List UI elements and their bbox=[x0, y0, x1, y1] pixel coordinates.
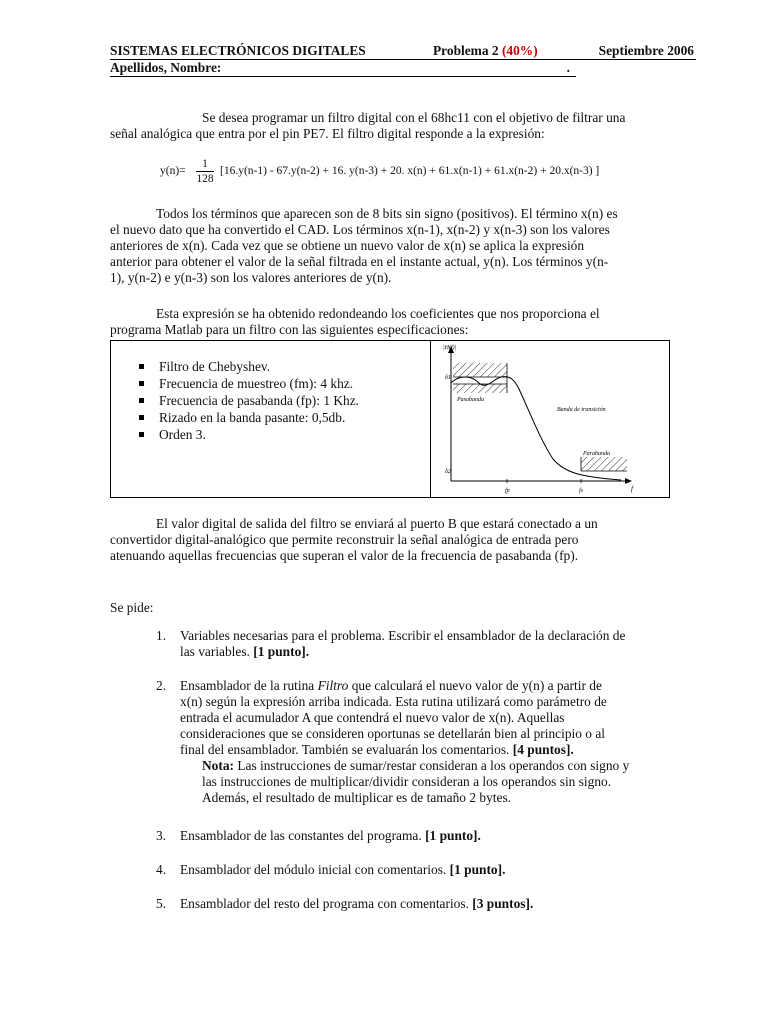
filter-response-diagram bbox=[431, 341, 669, 501]
name-label: Apellidos, Nombre: bbox=[110, 60, 222, 75]
delta1-label: δ1 bbox=[445, 375, 451, 381]
spec-item bbox=[159, 392, 359, 409]
bullet-icon bbox=[139, 415, 144, 420]
output-line: atenuando aquellas frecuencias que superan el valor de la frecuencia de pasabanda (fp). bbox=[110, 548, 579, 563]
spec-text: Frecuencia de pasabanda (fp): 1 Khz. bbox=[159, 393, 360, 408]
task-points: [3 puntos]. bbox=[472, 896, 534, 911]
intro-line: señal analógica que entra por el pin PE7. El filtro digital responde a la expresión: bbox=[110, 126, 545, 141]
task-line-text: Ensamblador de la rutina bbox=[180, 678, 318, 693]
terms-line: anterior para obtener el valor de la señal filtrada en el instante actual, y(n). Los términos y(n- bbox=[110, 254, 609, 269]
task-number: 4. bbox=[156, 862, 167, 877]
problem-label bbox=[433, 42, 538, 59]
task-line-text: final del ensamblador. También se evaluarán los comentarios. bbox=[180, 742, 510, 757]
task-note: las instrucciones de multiplicar/dividir consideran a los operandos sin signo. bbox=[202, 774, 612, 789]
fp-label: fp bbox=[505, 488, 510, 494]
origin-line: programa Matlab para un filtro con las siguientes especificaciones: bbox=[110, 322, 469, 337]
task-line: consideraciones que se consideren oportunas se detellarán bien al principio o al bbox=[180, 726, 606, 741]
name-line bbox=[110, 59, 576, 77]
equation-lhs: y(n)= bbox=[160, 165, 186, 177]
origin-paragraph bbox=[110, 306, 698, 338]
x-axis-arrow-icon bbox=[625, 478, 632, 484]
task-line: x(n) según la expresión arriba indicada. Esta rutina utilizará como parámetro de bbox=[180, 694, 607, 709]
terms-line: anteriores de x(n). Cada vez que se obtiene un nuevo valor de x(n) se aplica la expresión bbox=[110, 238, 585, 253]
task-points: [1 punto]. bbox=[425, 828, 481, 843]
specifications-box bbox=[110, 340, 670, 498]
spec-item bbox=[159, 358, 359, 375]
bullet-icon bbox=[139, 432, 144, 437]
task-line bbox=[180, 896, 698, 912]
exam-date: Septiembre 2006 bbox=[598, 43, 694, 58]
passband-label: Pasabanda bbox=[457, 397, 484, 403]
bullet-icon bbox=[139, 364, 144, 369]
task-number: 5. bbox=[156, 896, 167, 911]
task-line-text: Ensamblador del módulo inicial con comentarios. bbox=[180, 862, 447, 877]
equation-fraction bbox=[196, 158, 214, 186]
note-text: Las instrucciones de sumar/restar consideran a los operandos con signo y bbox=[233, 758, 630, 773]
terms-line: el nuevo dato que ha convertido el CAD. Los términos x(n-1), x(n-2) y x(n-3) son los valores bbox=[110, 222, 610, 237]
filter-equation bbox=[160, 160, 680, 190]
task-text bbox=[180, 678, 698, 806]
note-label: Nota: bbox=[202, 758, 234, 773]
task-line bbox=[180, 644, 698, 660]
task-line-text: Ensamblador de las constantes del programa. bbox=[180, 828, 422, 843]
spec-text: Rizado en la banda pasante: 0,5db. bbox=[159, 410, 346, 425]
task-line: entrada el acumulador A que contendrá el nuevo valor de x(n). Aquellas bbox=[180, 710, 565, 725]
task-points: [1 punto]. bbox=[253, 644, 310, 659]
y-axis-label: |H(f)| bbox=[443, 345, 457, 351]
spec-item bbox=[159, 375, 359, 392]
passband-lower-limit bbox=[453, 384, 507, 393]
task-note bbox=[180, 758, 698, 774]
terms-line: Todos los términos que aparecen son de 8 bits sin signo (positivos). El término x(n) es bbox=[156, 206, 618, 221]
spec-item bbox=[159, 409, 359, 426]
fs-label: fs bbox=[579, 488, 584, 494]
spec-item bbox=[159, 426, 359, 443]
output-line: El valor digital de salida del filtro se enviará al puerto B que estará conectado a un bbox=[156, 516, 598, 531]
task-points: [4 puntos]. bbox=[512, 742, 574, 757]
task-note: Además, el resultado de multiplicar es de tamaño 2 bytes. bbox=[202, 790, 512, 805]
bullet-icon bbox=[139, 381, 144, 386]
routine-name: Filtro bbox=[317, 678, 349, 693]
problem-weight: (40%) bbox=[501, 43, 538, 58]
header-title-line bbox=[110, 42, 696, 60]
transition-band-label: Banda de transición bbox=[557, 407, 606, 413]
task-line bbox=[180, 742, 698, 758]
terms-line: 1), y(n-2) e y(n-3) son los valores anteriores de y(n). bbox=[110, 270, 392, 285]
task-line bbox=[180, 862, 698, 878]
task-line: Variables necesarias para el problema. Escribir el ensamblador de la declaración de bbox=[180, 628, 626, 643]
origin-line: Esta expresión se ha obtenido redondeando los coeficientes que nos proporciona el bbox=[156, 306, 600, 321]
task-line-text: las variables. bbox=[180, 644, 250, 659]
spec-text: Orden 3. bbox=[159, 427, 206, 442]
problem-number: Problema 2 bbox=[433, 43, 499, 58]
equation-rhs: [16.y(n-1) - 67.y(n-2) + 16. y(n-3) + 20. x(n) + 61.x(n-1) + 61.x(n-2) + 20.x(n-3) ] bbox=[220, 165, 600, 177]
task-line-text: Ensamblador del resto del programa con comentarios. bbox=[180, 896, 469, 911]
passband-upper-limit bbox=[453, 363, 507, 377]
task-text bbox=[180, 828, 698, 844]
specifications-list bbox=[159, 358, 359, 443]
task-text bbox=[180, 628, 698, 660]
task-line bbox=[180, 828, 698, 844]
intro-line: Se desea programar un filtro digital con el 68hc11 con el objetivo de filtrar una bbox=[202, 110, 626, 125]
task-text bbox=[180, 862, 698, 878]
task-line-text: que calculará el nuevo valor de y(n) a partir de bbox=[348, 678, 602, 693]
bullet-icon bbox=[139, 398, 144, 403]
task-number: 1. bbox=[156, 628, 167, 643]
task-text bbox=[180, 896, 698, 912]
course-title: SISTEMAS ELECTRÓNICOS DIGITALES bbox=[110, 43, 366, 58]
filter-response-svg bbox=[431, 341, 669, 497]
task-number: 3. bbox=[156, 828, 167, 843]
fraction-numerator: 1 bbox=[196, 158, 214, 172]
name-line-end: . bbox=[566, 60, 570, 75]
terms-paragraph bbox=[110, 206, 698, 286]
tasks-heading: Se pide: bbox=[110, 600, 154, 615]
spec-text: Filtro de Chebyshev. bbox=[159, 359, 271, 374]
fraction-denominator: 128 bbox=[196, 173, 214, 185]
task-number: 2. bbox=[156, 678, 167, 693]
output-paragraph bbox=[110, 516, 698, 564]
stopband-limit bbox=[581, 457, 627, 471]
output-line: convertidor digital-analógico que permite reconstruir la señal analógica de entrada pero bbox=[110, 532, 579, 547]
delta2-label: δ2 bbox=[445, 469, 451, 475]
frequency-axis-label: f bbox=[631, 485, 633, 493]
spec-text: Frecuencia de muestreo (fm): 4 khz. bbox=[159, 376, 354, 391]
intro-paragraph bbox=[110, 110, 698, 142]
stopband-label: Parabanda bbox=[583, 451, 610, 457]
task-line bbox=[180, 678, 698, 694]
task-points: [1 punto]. bbox=[449, 862, 506, 877]
